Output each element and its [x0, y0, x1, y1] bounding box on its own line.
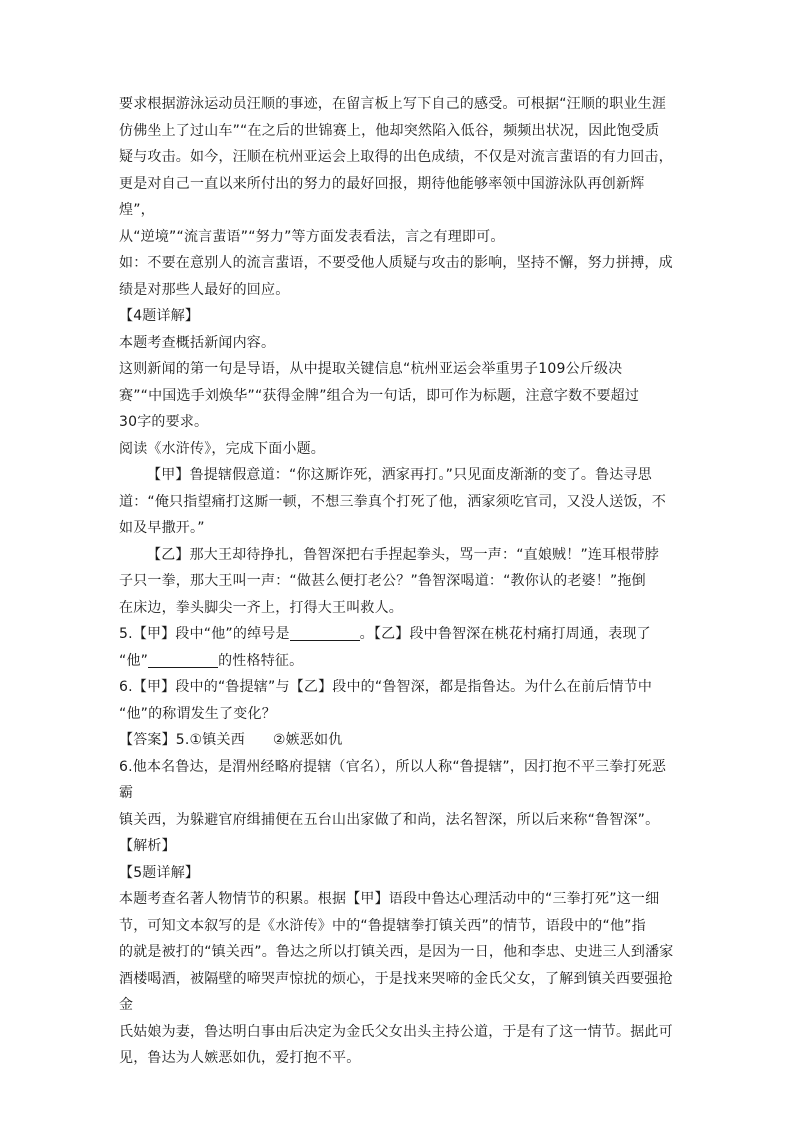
text-line: 这则新闻的第一句是导语，从中提取关键信息“杭州亚运会举重男子109公斤级决 — [119, 361, 623, 377]
question-5-part2: 。【乙】段中鲁智深在桃花村痛打周通，表现了 — [359, 626, 651, 642]
answer-6-line: 镇关西，为躲避官府缉捕便在五台山出家做了和尚，法名智深，所以后来称“鲁智深”。 — [119, 811, 660, 828]
document-body — [119, 91, 679, 1072]
question-5 — [119, 621, 679, 648]
question-5-part1: 5.【甲】段中“他”的绰号是 — [119, 626, 290, 642]
detail-5-line: 氏姑娘为妻，鲁达明白事由后决定为金氏父女出头主持公道，于是有了这一情节。据此可 — [119, 1023, 673, 1040]
text-line: 如：不要在意别人的流言蜚语，不要受他人质疑与攻击的影响，坚持不懈，努力拼搏，成 — [119, 255, 673, 271]
question-5-cont — [119, 648, 679, 675]
answer-6-line: 6.他本名鲁达，是渭州经略府提辖（官名），所以人称“鲁提辖”，因打抱不平三拳打死恶霸 — [119, 758, 667, 801]
text-line: 本题考查概括新闻内容。 — [119, 334, 276, 351]
text-line: 仿佛坐上了过山车”“在之后的世锦赛上，他却突然陷入低谷，频频出状况，因此饱受质 — [119, 122, 660, 139]
question-5-part3: “他” — [119, 652, 149, 669]
detail-5-line: 节，可知文本叙写的是《水浒传》中的“鲁提辖拳打镇关西”的情节，语段中的“他”指 — [119, 917, 646, 934]
detail-5-line: 本题考查名著人物情节的积累。根据【甲】语段中鲁达心理活动中的“三拳打死”这一细 — [119, 891, 660, 907]
section-heading-4: 【4题详解】 — [119, 308, 200, 324]
passage-jia-line: 如及早撒开。” — [119, 520, 205, 536]
answer-second: ②嫉恶如仇 — [272, 732, 343, 748]
passage-yi-line: 子只一拳，那大王叫一声：“做甚么便打老公？”鲁智深喝道：“教你认的老婆！”拖倒 — [119, 573, 646, 589]
question-6-line: “他”的称谓发生了变化？ — [119, 705, 276, 722]
text-line: 绩是对那些人最好的回应。 — [119, 281, 290, 298]
answer-blank-1 — [290, 624, 360, 641]
detail-5-line: 的就是被打的“镇关西”。鲁达之所以打镇关西，是因为一日，他和李忠、史进三人到潘家 — [119, 944, 674, 960]
answer-label: 【答案】5.①镇关西 — [119, 732, 245, 748]
passage-jia-line: 道：“俺只指望痛打这厮一顿，不想三拳真个打死了他，洒家须吃官司，又没人送饭，不 — [119, 493, 667, 510]
reading-instruction: 阅读《水浒传》，完成下面小题。 — [119, 440, 325, 457]
detail-5-line: 见，鲁达为人嫉恶如仇，爱打抱不平。 — [119, 1050, 361, 1066]
text-line: 赛”“中国选手刘焕华”“获得金牌”组合为一句话，即可作为标题，注意字数不要超过 — [119, 387, 640, 404]
answer-blank-2 — [148, 651, 218, 668]
text-line: 更是对自己一直以来所付出的努力的最好回报，期待他能够率领中国游泳队再创新辉煌”， — [119, 175, 645, 218]
passage-yi-line: 【乙】那大王却待挣扎，鲁智深把右手捏起拳头，骂一声：“直娘贼！”连耳根带脖 — [147, 546, 659, 563]
text-line: 30字的要求。 — [119, 414, 209, 430]
passage-jia-line: 【甲】鲁提辖假意道：“你这厮诈死，洒家再打。”只见面皮渐渐的变了。鲁达寻思 — [147, 467, 652, 483]
passage-yi-line: 在床边，拳头脚尖一齐上，打得大王叫救人。 — [119, 599, 403, 616]
question-6-line: 6.【甲】段中的“鲁提辖”与【乙】段中的“鲁智深，都是指鲁达。为什么在前后情节中 — [119, 679, 653, 695]
text-line: 从“逆境”“流言蜚语”“努力”等方面发表看法，言之有理即可。 — [119, 228, 505, 245]
analysis-heading: 【解析】 — [119, 838, 176, 854]
detail-5-line: 酒楼喝酒，被隔壁的啼哭声惊扰的烦心，于是找来哭啼的金氏父女，了解到镇关西要强抢金 — [119, 970, 673, 1013]
text-line: 要求根据游泳运动员汪顺的事迹，在留言板上写下自己的感受。可根据“汪顺的职业生涯 — [119, 96, 667, 112]
question-5-part4: 的性格特征。 — [218, 652, 304, 669]
section-heading-5: 【5题详解】 — [119, 864, 200, 881]
answer-line — [119, 727, 679, 754]
text-line: 疑与攻击。如今，汪顺在杭州亚运会上取得的出色成绩，不仅是对流言蜚语的有力回击， — [119, 149, 673, 165]
